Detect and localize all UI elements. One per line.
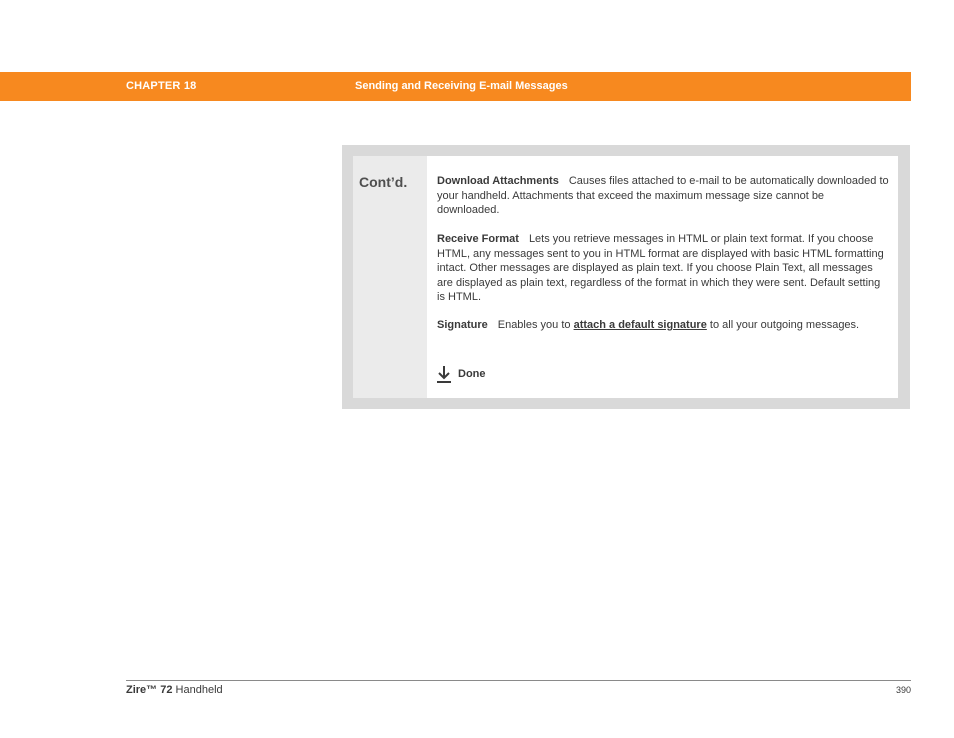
chapter-title: Sending and Receiving E-mail Messages xyxy=(355,80,568,92)
page-number: 390 xyxy=(895,685,911,695)
signature-text-before: Enables you to xyxy=(497,319,571,331)
signature-term: Signature xyxy=(437,319,488,331)
download-attachments-term: Download Attachments xyxy=(437,175,559,187)
chapter-label: CHAPTER 18 xyxy=(126,80,197,92)
continued-label: Cont’d. xyxy=(359,174,408,190)
signature-paragraph xyxy=(437,318,889,333)
chapter-header-bar xyxy=(0,72,911,101)
arrow-down-icon xyxy=(437,365,451,383)
panel-sidebar xyxy=(353,156,427,398)
receive-format-term: Receive Format xyxy=(437,233,519,245)
footer-divider xyxy=(126,680,911,681)
download-attachments-paragraph xyxy=(437,174,889,218)
footer-product-name: Zire™ 72 xyxy=(126,684,173,696)
receive-format-paragraph xyxy=(437,232,889,305)
signature-text-after: to all your outgoing messages. xyxy=(709,319,860,331)
footer-product-suffix: Handheld xyxy=(175,684,223,696)
done-button[interactable] xyxy=(437,365,486,383)
continued-panel xyxy=(342,145,910,409)
done-label: Done xyxy=(458,368,486,380)
receive-format-text: Lets you retrieve messages in HTML or plain text format. If you choose HTML, any messages sent to you in HTML format are displayed with basic HTML formatting intact. Other messages are displayed as plain text. If you choose Plain Text, all messages are displayed as plain text, regardless of the format in which they were sent. Default setting is HTML. xyxy=(437,233,884,303)
panel-content xyxy=(427,156,898,398)
download-attachments-text: Causes files attached to e-mail to be automatically downloaded to your handheld. Attachments that exceed the maximum message size cannot be downloaded. xyxy=(437,175,889,216)
footer-product xyxy=(126,684,223,696)
attach-default-signature-link[interactable]: attach a default signature xyxy=(573,319,707,331)
